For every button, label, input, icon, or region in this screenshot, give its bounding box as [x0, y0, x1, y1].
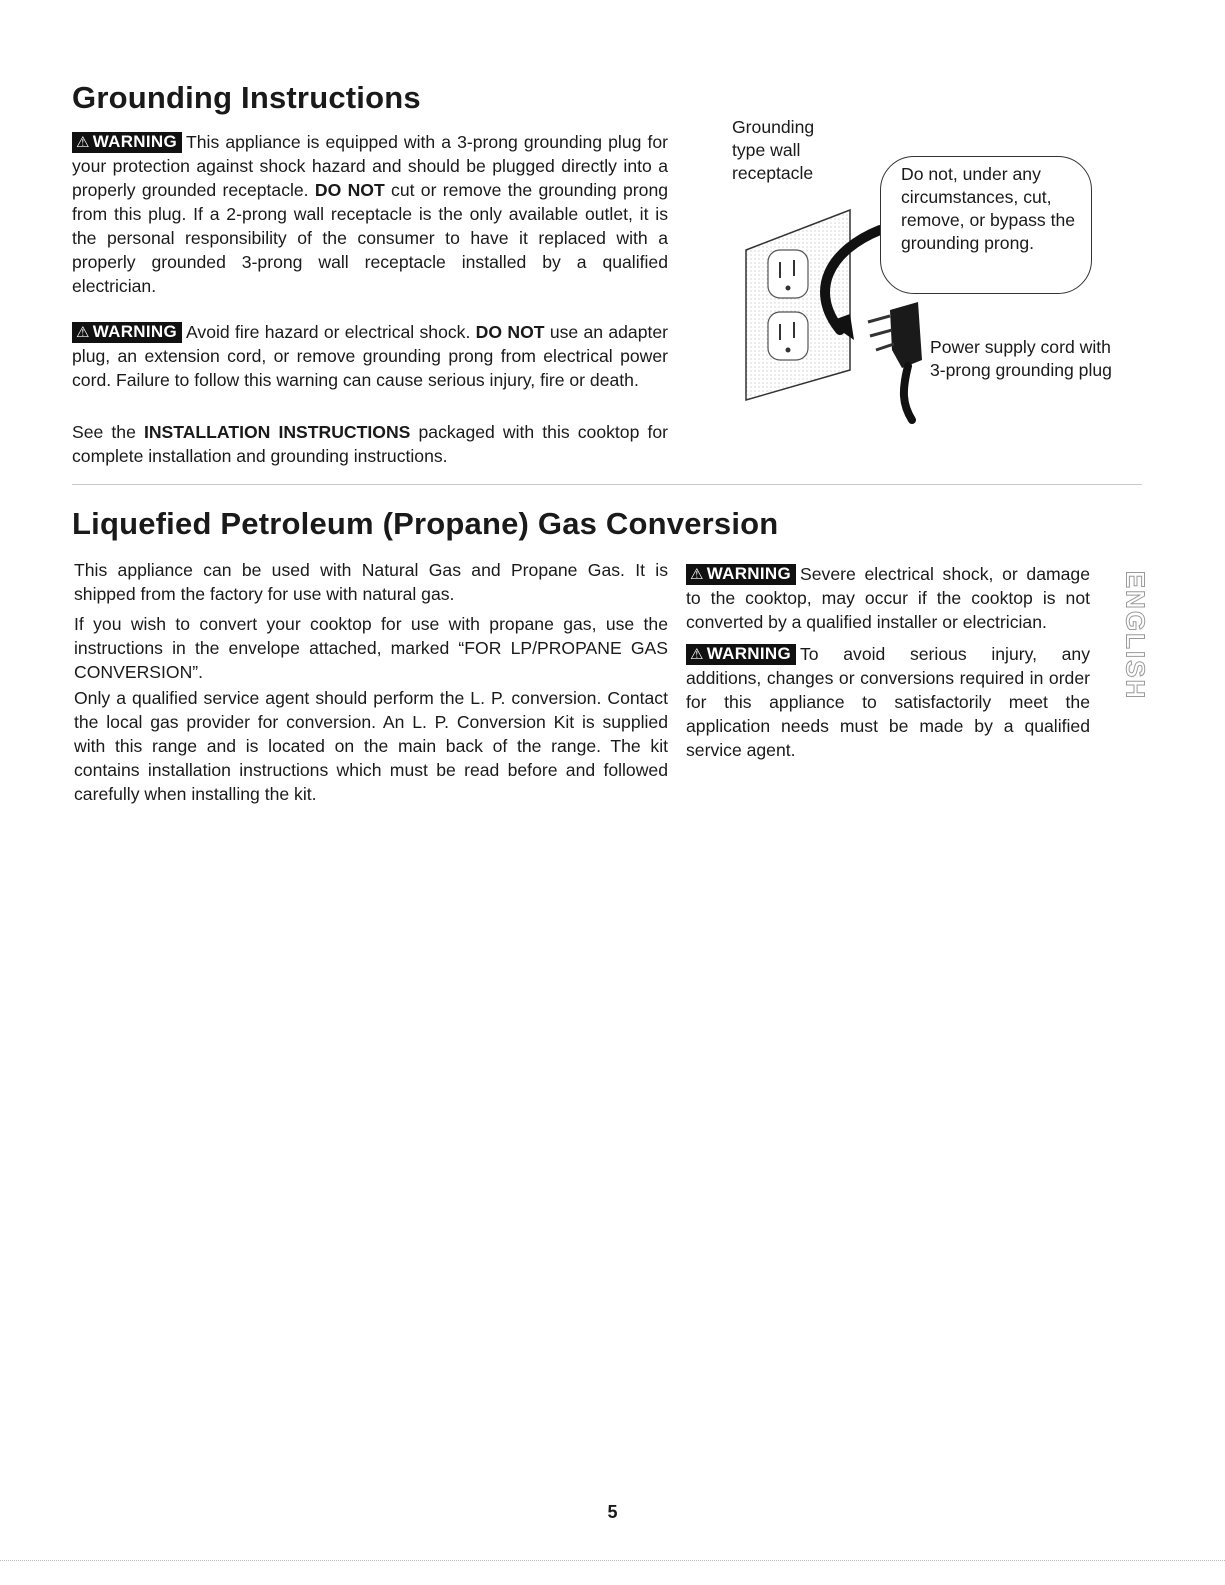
warning-triangle-icon: ⚠: [76, 324, 90, 341]
outlet-top: [768, 250, 808, 298]
wall-plate: [746, 210, 850, 400]
lp-paragraph-1: This appliance can be used with Natural Gas and Propane Gas. It is shipped from the factory for use with natural gas.: [74, 560, 668, 604]
grounding-title: Grounding Instructions: [72, 80, 421, 115]
outlet-bottom: [768, 312, 808, 360]
warning-badge: ⚠ WARNING: [72, 132, 182, 153]
warning-triangle-icon: ⚠: [76, 134, 90, 151]
warning-badge: ⚠ WARNING: [72, 322, 182, 343]
grounding-warning-1: ⚠ WARNING This appliance is equipped with a 3-prong grounding plug for your protection against shock hazard and should be plugged directly into a properly grounded receptacle. DO NOT cut or remove the grounding prong from this plug. If a 2-prong wall receptacle is the only available outlet, it is the personal responsibility of the consumer to have it replaced with a properly grounded 3-prong wall receptacle installed by a qualified electrician.: [72, 132, 669, 296]
lp-conversion-title: Liquefied Petroleum (Propane) Gas Conversion: [72, 506, 779, 541]
warning-badge: ⚠ WARNING: [686, 644, 796, 665]
warning-triangle-icon: ⚠: [690, 566, 704, 583]
page-number: 5: [607, 1502, 618, 1522]
grounding-see-instructions: See the INSTALLATION INSTRUCTIONS packaged with this cooktop for complete installation and grounding instructions.: [72, 422, 668, 466]
lp-warning-2: ⚠ WARNING To avoid serious injury, any additions, changes or conversions required in order for this appliance to satisfactorily meet the application needs must be made by a qualified service agent.: [686, 644, 1090, 760]
lp-paragraph-3: Only a qualified service agent should perform the L. P. conversion. Contact the local gas provider for conversion. An L. P. Conversion Kit is supplied with this range and is located on the main back of the range. The kit contains installation instructions which must be read before and followed carefully when installing the kit.: [74, 688, 668, 804]
grounding-warning-2: ⚠ WARNING Avoid fire hazard or electrical shock. DO NOT use an adapter plug, an extension cord, or remove grounding prong from electrical power cord. Failure to follow this warning can cause serious injury, fire or death.: [72, 322, 669, 390]
lp-warning-1: ⚠ WARNING Severe electrical shock, or damage to the cooktop, may occur if the cooktop is not converted by a qualified installer or electrician.: [686, 564, 1090, 632]
cord-label: Power supply cord with 3-prong grounding plug: [930, 337, 1112, 380]
bottom-rule: [0, 1560, 1225, 1561]
plug-body: [890, 302, 922, 368]
grounding-warning-callout: Do not, under any circumstances, cut, remove, or bypass the grounding prong.: [880, 156, 1092, 294]
warning-triangle-icon: ⚠: [690, 646, 704, 663]
receptacle-label: Grounding type wall receptacle: [732, 117, 815, 183]
language-side-tab: ENGLISH: [1120, 570, 1151, 700]
warning-badge: ⚠ WARNING: [686, 564, 796, 585]
section-divider: [72, 484, 1142, 485]
lp-paragraph-2: If you wish to convert your cooktop for use with propane gas, use the instructions in the envelope attached, marked “FOR LP/PROPANE GAS CONVERSION”.: [74, 614, 668, 682]
power-cord: [904, 366, 912, 420]
